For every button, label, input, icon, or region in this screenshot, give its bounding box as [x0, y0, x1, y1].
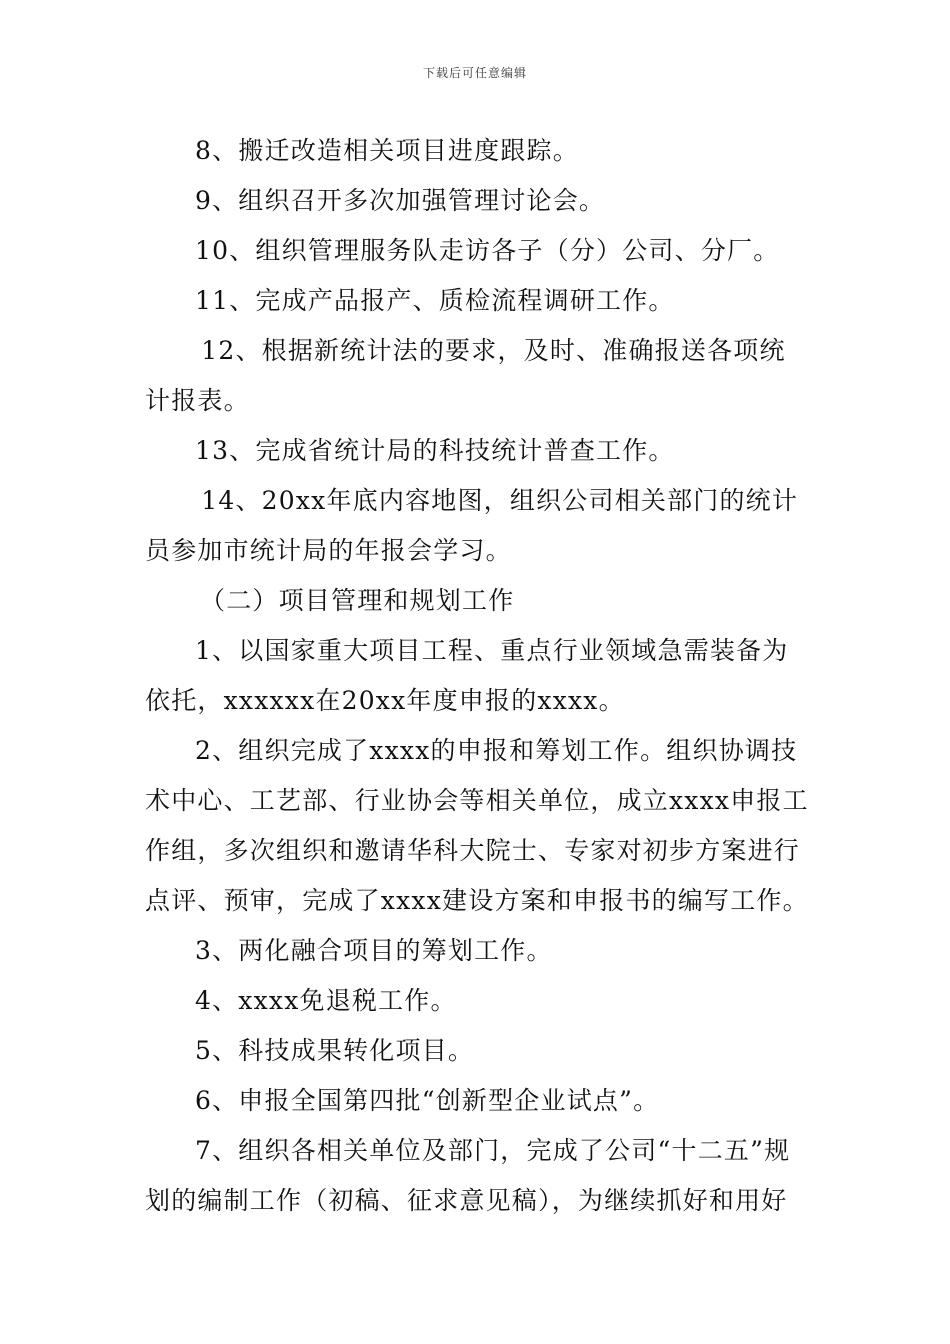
paragraph-item-8: 8、搬迁改造相关项目进度跟踪。 — [195, 136, 579, 165]
section-heading: （二）项目管理和规划工作 — [200, 586, 515, 615]
paragraph-project-5: 5、科技成果转化项目。 — [195, 1036, 475, 1065]
page-header-note: 下载后可任意编辑 — [422, 66, 527, 80]
paragraph-item-9: 9、组织召开多次加强管理讨论会。 — [195, 186, 606, 215]
paragraph-project-6: 6、申报全国第四批“创新型企业试点”。 — [195, 1086, 660, 1115]
paragraph-item-11: 11、完成产品报产、质检流程调研工作。 — [195, 286, 675, 315]
paragraph-item-12: 12、根据新统计法的要求，及时、准确报送各项统计报表。 — [145, 336, 786, 415]
paragraph-item-10: 10、组织管理服务队走访各子（分）公司、分厂。 — [195, 236, 780, 265]
paragraph-project-2: 2、组织完成了xxxx的申报和筹划工作。组织协调技术中心、工艺部、行业协会等相关单位，成立xxxx申报工作组，多次组织和邀请华科大院士、专家对初步方案进行点评、预审，完成了xxxx建设方案和申报书的编写工作。 — [145, 736, 809, 915]
document-body — [145, 126, 810, 1226]
paragraph-project-3: 3、两化融合项目的筹划工作。 — [195, 936, 553, 965]
paragraph-project-1: 1、以国家重大项目工程、重点行业领域急需装备为依托，xxxxxx在20xx年度申报的xxxx。 — [145, 636, 789, 715]
paragraph-item-14: 14、20xx年底内容地图，组织公司相关部门的统计员参加市统计局的年报会学习。 — [145, 486, 799, 565]
paragraph-item-13: 13、完成省统计局的科技统计普查工作。 — [195, 436, 675, 465]
paragraph-project-7: 7、组织各相关单位及部门，完成了公司“十二五”规划的编制工作（初稿、征求意见稿），为继续抓好和用好 — [145, 1136, 791, 1215]
paragraph-project-4: 4、xxxx免退税工作。 — [195, 986, 457, 1015]
